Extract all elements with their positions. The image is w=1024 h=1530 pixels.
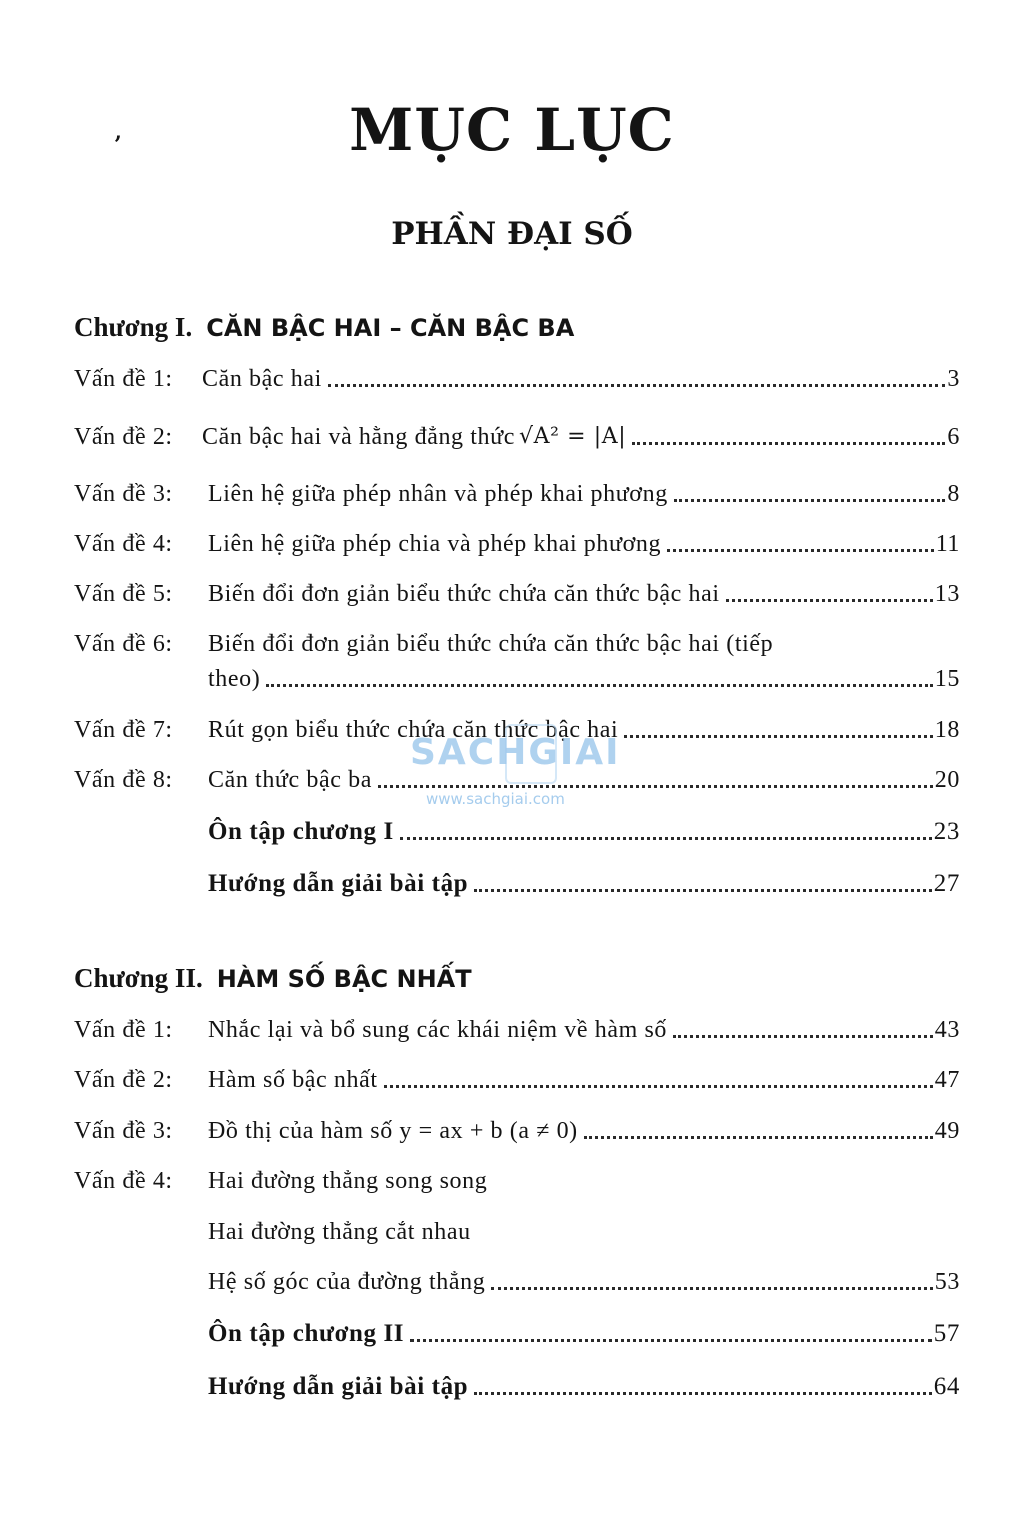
entry-page: 53 <box>934 1269 960 1295</box>
entry-label: Vấn đề 4: <box>74 1168 173 1194</box>
entry-title: Nhắc lại và bổ sung các khái niệm về hàm số <box>208 1017 667 1043</box>
entry-label: Vấn đề 1: <box>74 1017 173 1043</box>
leader-dots <box>726 577 933 602</box>
entry-page: 13 <box>934 581 960 607</box>
entry-page: 23 <box>933 818 960 845</box>
leader-dots <box>266 662 932 687</box>
leader-dots <box>667 527 934 552</box>
leader-dots <box>384 1063 933 1088</box>
entry-page: 20 <box>934 767 960 793</box>
leader-dots <box>584 1114 933 1139</box>
toc-entry-solutions[interactable] <box>74 1370 960 1404</box>
entry-title: Biến đổi đơn giản biểu thức chứa căn thức bậc hai <box>208 581 720 607</box>
leader-dots <box>624 713 933 738</box>
toc-entry[interactable] <box>74 763 960 797</box>
leader-dots <box>410 1317 932 1342</box>
leader-dots <box>632 420 945 445</box>
toc-entry[interactable] <box>74 362 960 396</box>
chapter-name: CĂN BẬC HAI – CĂN BẬC BA <box>206 314 575 342</box>
entry-label: Vấn đề 2: <box>74 424 173 450</box>
entry-label: Vấn đề 6: <box>74 631 173 657</box>
entry-label: Vấn đề 2: <box>74 1067 173 1093</box>
toc-entry[interactable] <box>74 1063 960 1097</box>
toc-entry[interactable] <box>74 627 960 661</box>
toc-entry-sub[interactable] <box>74 1265 960 1299</box>
entry-page: 11 <box>935 531 960 557</box>
leader-dots <box>378 763 933 788</box>
toc-entry[interactable] <box>74 713 960 747</box>
chapter-name: HÀM SỐ BẬC NHẤT <box>216 965 472 993</box>
entry-page: 47 <box>934 1067 960 1093</box>
toc-entry-review[interactable] <box>74 815 960 849</box>
chapter-2-heading <box>74 963 472 994</box>
watermark-text: SACHGIAI <box>410 732 621 773</box>
toc-entry[interactable] <box>74 477 960 511</box>
watermark-url: www.sachgiai.com <box>426 790 565 808</box>
chapter-label: Chương I. <box>74 312 193 342</box>
entry-title: Hàm số bậc nhất <box>208 1067 378 1093</box>
entry-label: Vấn đề 5: <box>74 581 173 607</box>
entry-title: Hệ số góc của đường thẳng <box>208 1269 486 1295</box>
leader-dots <box>474 867 932 892</box>
toc-entry[interactable] <box>74 420 960 454</box>
entry-page: 27 <box>933 870 960 897</box>
stray-mark: ’ <box>114 132 122 158</box>
entry-title: Hướng dẫn giải bài tập <box>208 870 469 897</box>
entry-title: Ôn tập chương II <box>208 1320 405 1347</box>
toc-entry-review[interactable] <box>74 1317 960 1351</box>
toc-entry[interactable] <box>74 1164 960 1198</box>
leader-dots <box>328 362 946 387</box>
entry-page: 43 <box>934 1017 960 1043</box>
entry-title: Ôn tập chương I <box>208 818 394 845</box>
entry-page: 3 <box>947 366 960 392</box>
chapter-1-heading <box>74 312 574 343</box>
entry-label: Vấn đề 8: <box>74 767 173 793</box>
entry-label: Vấn đề 4: <box>74 531 173 557</box>
toc-entry-continuation[interactable] <box>74 662 960 696</box>
entry-label: Vấn đề 1: <box>74 366 173 392</box>
entry-title: Căn bậc hai <box>202 366 322 392</box>
page-title: MỤC LỤC <box>349 96 675 164</box>
entry-page: 6 <box>947 424 960 450</box>
entry-title: Đồ thị của hàm số y = ax + b (a ≠ 0) <box>208 1118 578 1144</box>
toc-entry[interactable] <box>74 577 960 611</box>
toc-entry[interactable] <box>74 1114 960 1148</box>
entry-page: 57 <box>933 1320 960 1347</box>
entry-label: Vấn đề 3: <box>74 1118 173 1144</box>
entry-label: Vấn đề 7: <box>74 717 173 743</box>
leader-dots <box>400 815 932 840</box>
entry-title: Biến đổi đơn giản biểu thức chứa căn thức bậc hai (tiếp <box>208 631 774 657</box>
leader-dots <box>673 1013 933 1038</box>
entry-page: 49 <box>934 1118 960 1144</box>
entry-formula: √A² = |A| <box>518 424 627 449</box>
entry-title: Liên hệ giữa phép nhân và phép khai phương <box>208 481 668 507</box>
entry-title-continued: theo) <box>208 666 261 692</box>
toc-entry[interactable] <box>74 527 960 561</box>
toc-entry-solutions[interactable] <box>74 867 960 901</box>
entry-title: Căn bậc hai và hằng đẳng thức <box>202 424 515 450</box>
toc-entry[interactable] <box>74 1013 960 1047</box>
entry-label: Vấn đề 3: <box>74 481 173 507</box>
entry-title: Liên hệ giữa phép chia và phép khai phương <box>208 531 662 557</box>
entry-page: 64 <box>933 1373 960 1400</box>
leader-dots <box>474 1370 932 1395</box>
leader-dots <box>674 477 946 502</box>
entry-page: 18 <box>934 717 960 743</box>
entry-title: Hai đường thẳng cắt nhau <box>208 1219 471 1245</box>
chapter-label: Chương II. <box>74 963 203 993</box>
entry-title: Hai đường thẳng song song <box>208 1168 488 1194</box>
toc-entry-sub[interactable] <box>74 1215 960 1249</box>
entry-page: 15 <box>934 666 960 692</box>
entry-title: Hướng dẫn giải bài tập <box>208 1373 469 1400</box>
part-heading: PHẦN ĐẠI SỐ <box>391 216 633 252</box>
leader-dots <box>491 1265 932 1290</box>
entry-page: 8 <box>947 481 960 507</box>
entry-title: Rút gọn biểu thức chứa căn thức bậc hai <box>208 717 619 743</box>
entry-title: Căn thức bậc ba <box>208 767 372 793</box>
